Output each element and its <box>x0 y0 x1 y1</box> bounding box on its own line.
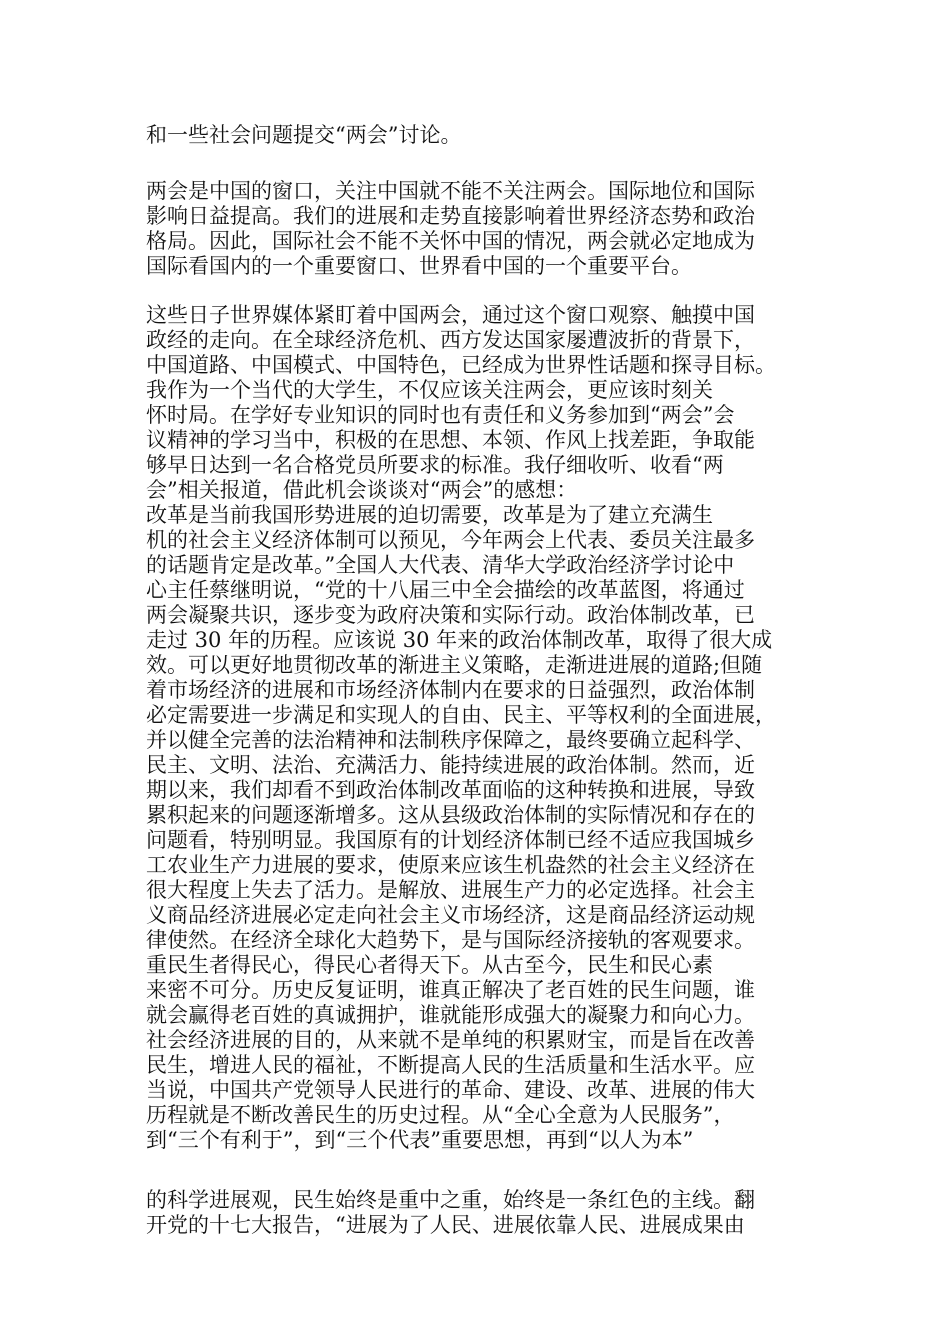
text-line: 义商品经济进展必定走向社会主义市场经济，这是商品经济运动规 <box>146 903 755 927</box>
text-line: 累积起来的问题逐渐增多。这从县级政治体制的实际情况和存在的 <box>146 803 755 827</box>
text-line: 心主任蔡继明说，“党的十八届三中全会描绘的改革蓝图，将通过 <box>146 578 745 602</box>
text-line: 来密不可分。历史反复证明，谁真正解决了老百姓的民生问题，谁 <box>146 978 755 1002</box>
text-line: 到“三个有利于”，到“三个代表”重要思想，再到“以人为本” <box>146 1128 694 1152</box>
text-line: 国际看国内的一个重要窗口、世界看中国的一个重要平台。 <box>146 254 692 278</box>
text-line: 效。可以更好地贯彻改革的渐进主义策略，走渐进进展的道路;但随 <box>146 653 763 677</box>
text-line: 两会是中国的窗口，关注中国就不能不关注两会。国际地位和国际 <box>146 179 755 203</box>
text-line: 很大程度上失去了活力。是解放、进展生产力的必定选择。社会主 <box>146 878 755 902</box>
text-line: 会”相关报道，借此机会谈谈对“两会”的感想： <box>146 478 578 502</box>
text-line: 中国道路、中国模式、中国特色，已经成为世界性话题和探寻目标。 <box>146 353 776 377</box>
text-line: 民主、文明、法治、充满活力、能持续进展的政治体制。然而，近 <box>146 753 755 777</box>
text-line: 民生，增进人民的福祉，不断提高人民的生活质量和生活水平。应 <box>146 1053 755 1077</box>
text-line: 期以来，我们却看不到政治体制改革面临的这种转换和进展，导致 <box>146 778 755 802</box>
text-line: 着市场经济的进展和市场经济体制内在要求的日益强烈，政治体制 <box>146 678 755 702</box>
text-line: 重民生者得民心，得民心者得天下。从古至今，民生和民心素 <box>146 953 713 977</box>
text-line: 历程就是不断改善民生的历史过程。从“全心全意为人民服务”， <box>146 1103 735 1127</box>
text-line: 和一些社会问题提交“两会”讨论。 <box>146 123 462 147</box>
text-line: 的科学进展观，民生始终是重中之重，始终是一条红色的主线。翻 <box>146 1188 755 1212</box>
text-line: 律使然。在经济全球化大趋势下，是与国际经济接轨的客观要求。 <box>146 928 755 952</box>
text-line: 并以健全完善的法治精神和法制秩序保障之，最终要确立起科学、 <box>146 728 755 752</box>
text-line: 这些日子世界媒体紧盯着中国两会，通过这个窗口观察、触摸中国 <box>146 303 755 327</box>
text-line: 政经的走向。在全球经济危机、西方发达国家屡遭波折的背景下， <box>146 328 755 352</box>
text-line: 就会赢得老百姓的真诚拥护，谁就能形成强大的凝聚力和向心力。 <box>146 1003 755 1027</box>
text-line: 两会凝聚共识，逐步变为政府决策和实际行动。政治体制改革，已 <box>146 603 755 627</box>
text-line: 工农业生产力进展的要求，使原来应该生机盎然的社会主义经济在 <box>146 853 755 877</box>
text-line: 我作为一个当代的大学生，不仅应该关注两会，更应该时刻关 <box>146 378 713 402</box>
text-line: 格局。因此，国际社会不能不关怀中国的情况，两会就必定地成为 <box>146 229 755 253</box>
text-line: 够早日达到一名合格党员所要求的标准。我仔细收听、收看“两 <box>146 453 724 477</box>
text-line: 怀时局。在学好专业知识的同时也有责任和义务参加到“两会”会 <box>146 403 735 427</box>
text-line: 改革是当前我国形势进展的迫切需要，改革是为了建立充满生 <box>146 503 713 527</box>
text-line: 的话题肯定是改革。”全国人大代表、清华大学政治经济学讨论中 <box>146 553 735 577</box>
text-line: 影响日益提高。我们的进展和走势直接影响着世界经济态势和政治 <box>146 204 755 228</box>
text-line: 社会经济进展的目的，从来就不是单纯的积累财宝，而是旨在改善 <box>146 1028 755 1052</box>
text-line: 机的社会主义经济体制可以预见，今年两会上代表、委员关注最多 <box>146 528 755 552</box>
text-line: 走过 30 年的历程。应该说 30 年来的政治体制改革，取得了很大成 <box>146 628 773 652</box>
text-line: 问题看，特别明显。我国原有的计划经济体制已经不适应我国城乡 <box>146 828 755 852</box>
text-line: 必定需要进一步满足和实现人的自由、民主、平等权利的全面进展， <box>146 703 776 727</box>
text-line: 当说，中国共产党领导人民进行的革命、建设、改革、进展的伟大 <box>146 1078 755 1102</box>
text-line: 议精神的学习当中，积极的在思想、本领、作风上找差距，争取能 <box>146 428 755 452</box>
text-line: 开党的十七大报告，“进展为了人民、进展依靠人民、进展成果由 <box>146 1213 745 1237</box>
